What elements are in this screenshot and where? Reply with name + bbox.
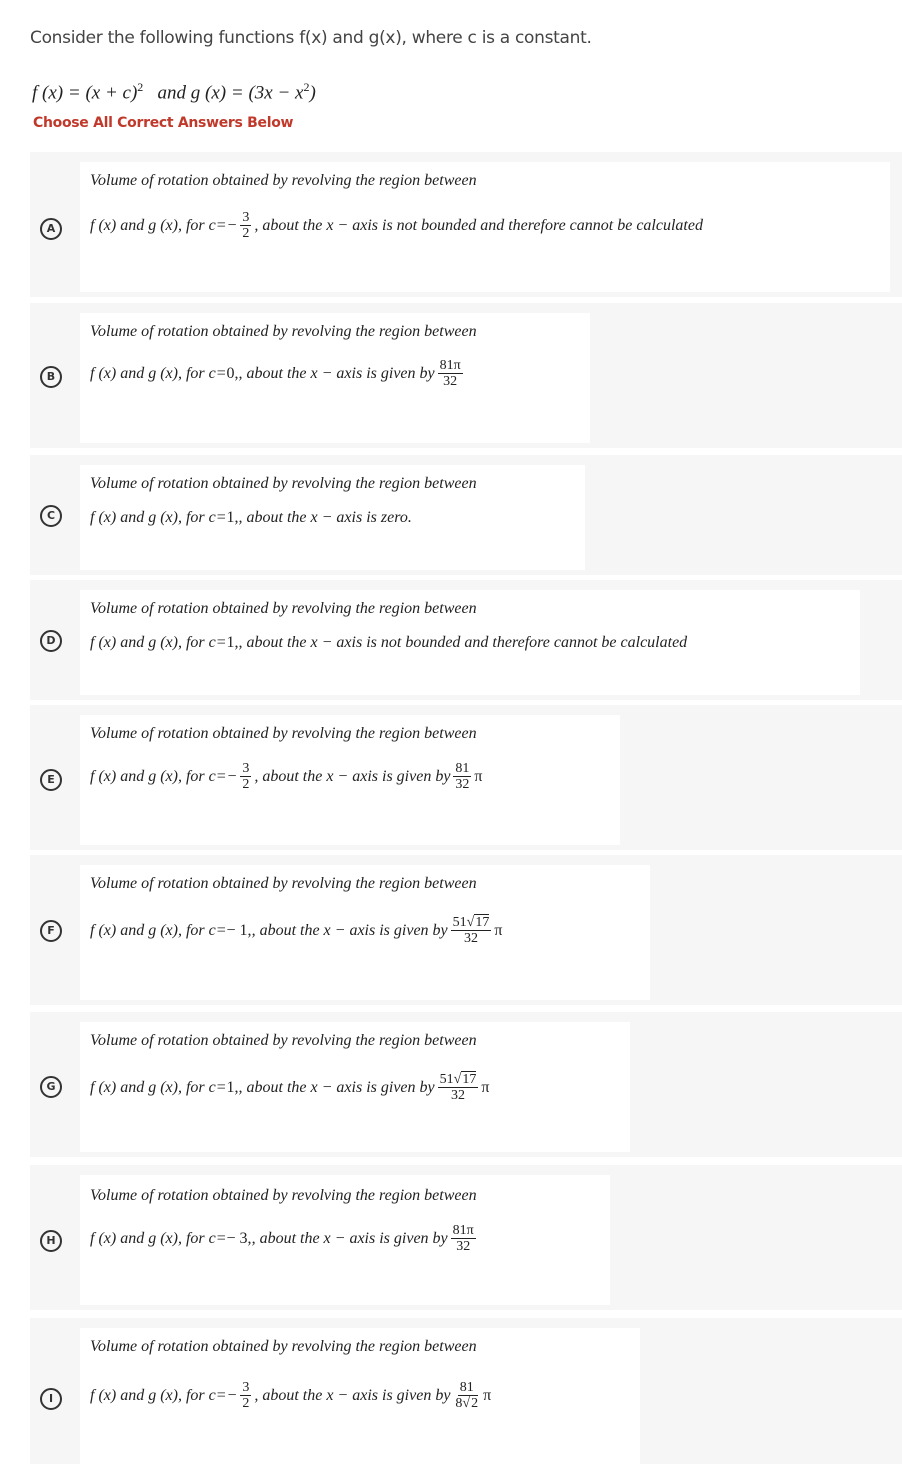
option-letter-f[interactable]: F bbox=[40, 920, 62, 942]
option-letter-g[interactable]: G bbox=[40, 1076, 62, 1098]
option-i[interactable]: I Volume of rotation obtained by revolving the region between f (x) and g (x), for c= − $\frac{3}{2}$ , about the x − axis is given by $\frac{81}{8√2}$ π bbox=[30, 1318, 902, 1464]
option-letter-i[interactable]: I bbox=[40, 1388, 62, 1410]
option-h[interactable]: H Volume of rotation obtained by revolving the region between f (x) and g (x), for c= − 3, , about the x − axis is given by $\frac{81\pi}{32}$ bbox=[30, 1165, 902, 1310]
option-letter-a[interactable]: A bbox=[40, 218, 62, 240]
option-a[interactable]: A Volume of rotation obtained by revolving the region between f (x) and g (x), for c= − $\frac{3}{2}$ , about the x − axis is not bounded and therefore cannot be calculated bbox=[30, 152, 902, 297]
option-b[interactable]: B Volume of rotation obtained by revolving the region between f (x) and g (x), for c= 0, , about the x − axis is given by $\frac{81\pi}{32}$ bbox=[30, 303, 902, 448]
option-g[interactable]: G Volume of rotation obtained by revolving the region between f (x) and g (x), for c= 1, , about the x − axis is given by $\frac{51√17}{32}$ π bbox=[30, 1012, 902, 1157]
function-definitions: f $(x) = (x + c)^2$ and g $(x) = (3x - x^2)$ bbox=[32, 80, 316, 104]
option-letter-d[interactable]: D bbox=[40, 630, 62, 652]
option-c[interactable]: C Volume of rotation obtained by revolving the region between f (x) and g (x), for c= 1, , about the x − axis is zero. bbox=[30, 455, 902, 575]
option-letter-h[interactable]: H bbox=[40, 1230, 62, 1252]
option-letter-b[interactable]: B bbox=[40, 366, 62, 388]
option-f[interactable]: F Volume of rotation obtained by revolving the region between f (x) and g (x), for c= − 1, , about the x − axis is given by $\frac{51√17}{32}$ π bbox=[30, 855, 902, 1005]
option-letter-c[interactable]: C bbox=[40, 505, 62, 527]
question-prompt: Consider the following functions f(x) and g(x), where c is a constant. bbox=[30, 28, 592, 48]
option-letter-e[interactable]: E bbox=[40, 769, 62, 791]
option-d[interactable]: D Volume of rotation obtained by revolving the region between f (x) and g (x), for c= 1, , about the x − axis is not bounded and therefore cannot be calculated bbox=[30, 580, 902, 700]
option-e[interactable]: E Volume of rotation obtained by revolving the region between f (x) and g (x), for c= − $\frac{3}{2}$ , about the x − axis is given by $\frac{81}{32}$ π bbox=[30, 705, 902, 850]
instruction-text: Choose All Correct Answers Below bbox=[33, 115, 294, 131]
